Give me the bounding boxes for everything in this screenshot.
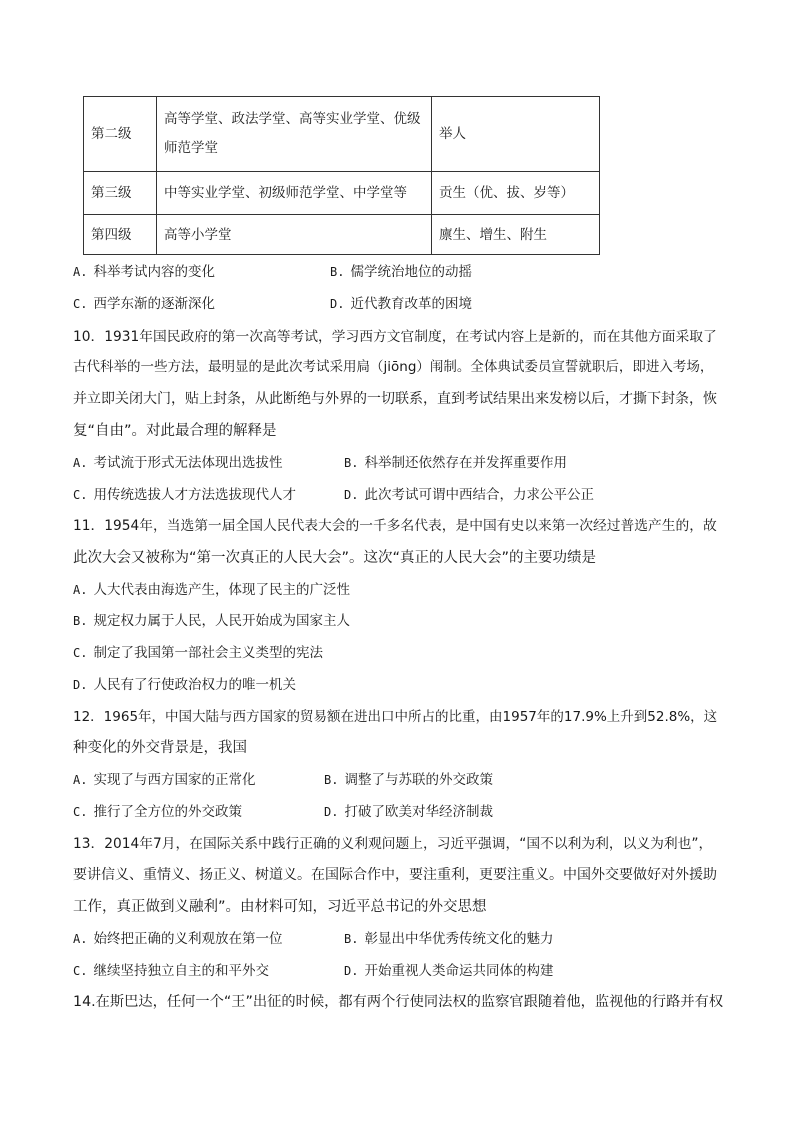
- option-text: 制定了我国第一部社会主义类型的宪法: [93, 645, 323, 661]
- option-key: A.: [73, 265, 88, 279]
- option-key: A.: [73, 773, 88, 787]
- q10-stem-line: 复“自由”。对此最合理的解释是: [73, 423, 277, 439]
- option-text: 推行了全方位的外交政策: [93, 804, 242, 820]
- q12-stem-line: 种变化的外交背景是，我国: [73, 740, 247, 756]
- q13-stem-line: 工作，真正做到义融利”。由材料可知，习近平总书记的外交思想: [73, 899, 487, 915]
- option-text: 打破了欧美对华经济制裁: [344, 804, 493, 820]
- q12-stem-line: 12．1965年，中国大陆与西方国家的贸易额在进出口中所占的比重，由1957年的17.9%上升到52.8%，这: [73, 709, 718, 725]
- option-text: 此次考试可谓中西结合，力求公平公正: [364, 487, 594, 503]
- option-key: B.: [344, 456, 359, 470]
- q12-option-a[interactable]: [73, 770, 255, 790]
- q13-stem-line: 13．2014年7月，在国际关系中践行正确的义利观问题上，习近平强调，“国不以利为利，以义为利也”，: [73, 836, 713, 852]
- q9-option-a[interactable]: [73, 262, 215, 282]
- option-key: B.: [344, 932, 359, 946]
- option-text: 科举考试内容的变化: [93, 264, 215, 280]
- q10-stem-line: 并立即关闭大门，贴上封条，从此断绝与外界的一切联系，直到考试结果出来发榜以后，才撕下封条，恢: [73, 391, 717, 407]
- q10-option-a[interactable]: [73, 453, 282, 473]
- option-text: 近代教育改革的困境: [350, 296, 472, 312]
- q10-option-c[interactable]: [73, 485, 296, 505]
- q10-stem-line: 10．1931年国民政府的第一次高等考试，学习西方文官制度，在考试内容上是新的，而在其他方面采取了: [73, 329, 717, 345]
- q13-option-b[interactable]: [344, 929, 553, 949]
- option-text: 彰显出中华优秀传统文化的魅力: [364, 931, 554, 947]
- q13-option-d[interactable]: [344, 961, 553, 981]
- option-text: 规定权力属于人民，人民开始成为国家主人: [93, 613, 350, 629]
- table-cell-title: 廪生、增生、附生: [432, 215, 600, 255]
- option-key: C.: [73, 488, 88, 502]
- q12-option-b[interactable]: [324, 770, 493, 790]
- option-text: 科举制还依然存在并发挥重要作用: [364, 455, 567, 471]
- option-text: 用传统选拔人才方法选拔现代人才: [93, 487, 296, 503]
- option-text: 人大代表由海选产生，体现了民主的广泛性: [93, 582, 350, 598]
- table-row: [84, 97, 600, 172]
- q11-option-b[interactable]: [73, 611, 350, 631]
- table-cell-title: 举人: [432, 97, 600, 172]
- table-cell-schools: 中等实业学堂、初级师范学堂、中学堂等: [157, 172, 432, 215]
- option-key: B.: [73, 614, 88, 628]
- option-key: D.: [73, 678, 88, 692]
- option-text: 继续坚持独立自主的和平外交: [93, 963, 269, 979]
- option-key: B.: [324, 773, 339, 787]
- q11-option-a[interactable]: [73, 580, 350, 600]
- q9-option-b[interactable]: [330, 262, 472, 282]
- option-key: A.: [73, 583, 88, 597]
- option-key: D.: [344, 964, 359, 978]
- option-key: A.: [73, 932, 88, 946]
- table-cell-level: 第二级: [84, 97, 157, 172]
- q11-stem-line: 11．1954年，当选第一届全国人民代表大会的一千多名代表，是中国有史以来第一次经过普选产生的，故: [73, 518, 717, 534]
- option-text: 开始重视人类命运共同体的构建: [364, 963, 554, 979]
- option-key: B.: [330, 265, 345, 279]
- q13-option-a[interactable]: [73, 929, 282, 949]
- q10-option-b[interactable]: [344, 453, 567, 473]
- table-row: [84, 172, 600, 215]
- q13-option-c[interactable]: [73, 961, 269, 981]
- option-text: 人民有了行使政治权力的唯一机关: [93, 677, 296, 693]
- table-cell-schools: 高等学堂、政法学堂、高等实业学堂、优级师范学堂: [157, 97, 432, 172]
- q12-option-d[interactable]: [324, 802, 493, 822]
- q13-stem-line: 要讲信义、重情义、扬正义、树道义。在国际合作中，要注重利，更要注重义。中国外交要做好对外援助: [73, 867, 717, 883]
- option-key: C.: [73, 964, 88, 978]
- option-key: A.: [73, 456, 88, 470]
- table-cell-level: 第三级: [84, 172, 157, 215]
- q10-option-d[interactable]: [344, 485, 594, 505]
- option-text: 实现了与西方国家的正常化: [93, 772, 256, 788]
- option-text: 考试流于形式无法体现出选拔性: [93, 455, 283, 471]
- option-key: D.: [344, 488, 359, 502]
- option-key: C.: [73, 646, 88, 660]
- table-row: [84, 215, 600, 255]
- q11-option-c[interactable]: [73, 643, 323, 663]
- option-key: C.: [73, 805, 88, 819]
- option-key: C.: [73, 297, 88, 311]
- table-cell-schools: 高等小学堂: [157, 215, 432, 255]
- option-text: 调整了与苏联的外交政策: [344, 772, 493, 788]
- q11-stem-line: 此次大会又被称为“第一次真正的人民大会”。这次“真正的人民大会”的主要功绩是: [73, 550, 597, 566]
- q14-stem-line: 14.在斯巴达，任何一个“王”出征的时候，都有两个行使同法权的监察官跟随着他，监视他的行路并有权: [73, 994, 724, 1010]
- table-cell-title: 贡生（优、拔、岁等）: [432, 172, 600, 215]
- table-cell-level: 第四级: [84, 215, 157, 255]
- q10-stem-line: 古代科举的一些方法，最明显的是此次考试采用扃（jiōng）闱制。全体典试委员宣誓就职后，即进入考场，: [73, 359, 714, 375]
- option-key: D.: [324, 805, 339, 819]
- option-text: 儒学统治地位的动摇: [350, 264, 472, 280]
- q11-option-d[interactable]: [73, 675, 296, 695]
- option-key: D.: [330, 297, 345, 311]
- q12-option-c[interactable]: [73, 802, 242, 822]
- option-text: 始终把正确的义利观放在第一位: [93, 931, 283, 947]
- q9-option-d[interactable]: [330, 294, 472, 314]
- education-grade-table: [83, 96, 600, 255]
- q9-option-c[interactable]: [73, 294, 215, 314]
- option-text: 西学东渐的逐渐深化: [93, 296, 215, 312]
